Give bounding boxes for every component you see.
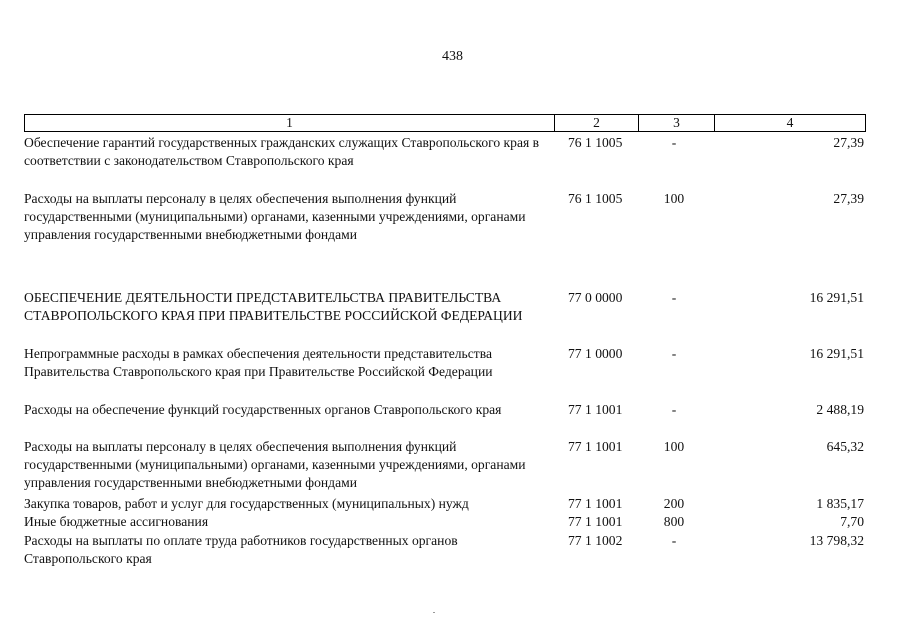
row-code: 77 1 1001 <box>568 402 623 417</box>
row-name: Расходы на выплаты персоналу в целях обеспечения выполнения функций государственными (муниципальными) органами, казенными учреждениями, органами управления государственными внебюджетными фондами <box>24 191 526 242</box>
row-code: 77 1 1002 <box>568 533 623 548</box>
table-header <box>24 114 866 132</box>
row-code: 77 1 1001 <box>568 514 623 529</box>
row-name: Непрограммные расходы в рамках обеспечения деятельности представительства Правительства Ставропольского края при Правительстве Российской Федерации <box>24 346 493 379</box>
row-name: Иные бюджетные ассигнования <box>24 514 209 529</box>
row-amount: 1 835,17 <box>816 496 864 511</box>
row-type: 800 <box>663 514 685 529</box>
scan-speck <box>433 612 435 613</box>
row-amount: 16 291,51 <box>809 290 864 305</box>
row-amount: 16 291,51 <box>809 346 864 361</box>
row-name: Расходы на выплаты персоналу в целях обеспечения выполнения функций государственными (муниципальными) органами, казенными учреждениями, органами управления государственными внебюджетными фондами <box>24 439 526 490</box>
row-amount: 2 488,19 <box>816 402 864 417</box>
row-code: 76 1 1005 <box>568 191 623 206</box>
row-type: 100 <box>663 191 685 206</box>
row-name: Закупка товаров, работ и услуг для государственных (муниципальных) нужд <box>24 496 469 511</box>
row-code: 77 0 0000 <box>568 290 623 305</box>
header-col-1: 1 <box>25 115 555 131</box>
row-amount: 13 798,32 <box>809 533 864 548</box>
header-col-4: 4 <box>786 115 794 130</box>
header-col-3: 3 <box>639 115 715 131</box>
row-name: Расходы на обеспечение функций государственных органов Ставропольского края <box>24 402 502 417</box>
row-name: Расходы на выплаты по оплате труда работников государственных органов Ставропольского края <box>24 533 458 566</box>
header-col-2: 2 <box>555 115 639 131</box>
row-type: - <box>671 402 677 417</box>
row-amount: 27,39 <box>833 135 864 150</box>
row-code: 76 1 1005 <box>568 135 623 150</box>
row-code: 77 1 1001 <box>568 496 623 511</box>
page-number: 438 <box>442 49 463 64</box>
row-type: - <box>671 135 677 150</box>
row-type: - <box>671 346 677 361</box>
row-code: 77 1 0000 <box>568 346 623 361</box>
row-amount: 27,39 <box>833 191 864 206</box>
row-amount: 645,32 <box>826 439 864 454</box>
row-code: 77 1 1001 <box>568 439 623 454</box>
row-type: 200 <box>663 496 685 511</box>
row-name: Обеспечение гарантий государственных гражданских служащих Ставропольского края в соответствии с законодательством Ставропольского края <box>24 135 540 168</box>
row-type: 100 <box>663 439 685 454</box>
row-type: - <box>671 533 677 548</box>
row-name: ОБЕСПЕЧЕНИЕ ДЕЯТЕЛЬНОСТИ ПРЕДСТАВИТЕЛЬСТВА ПРАВИТЕЛЬСТВА СТАВРОПОЛЬСКОГО КРАЯ ПРИ ПРАВИТЕЛЬСТВЕ РОССИЙСКОЙ ФЕДЕРАЦИИ <box>24 290 523 323</box>
row-amount: 7,70 <box>840 514 864 529</box>
row-type: - <box>671 290 677 305</box>
